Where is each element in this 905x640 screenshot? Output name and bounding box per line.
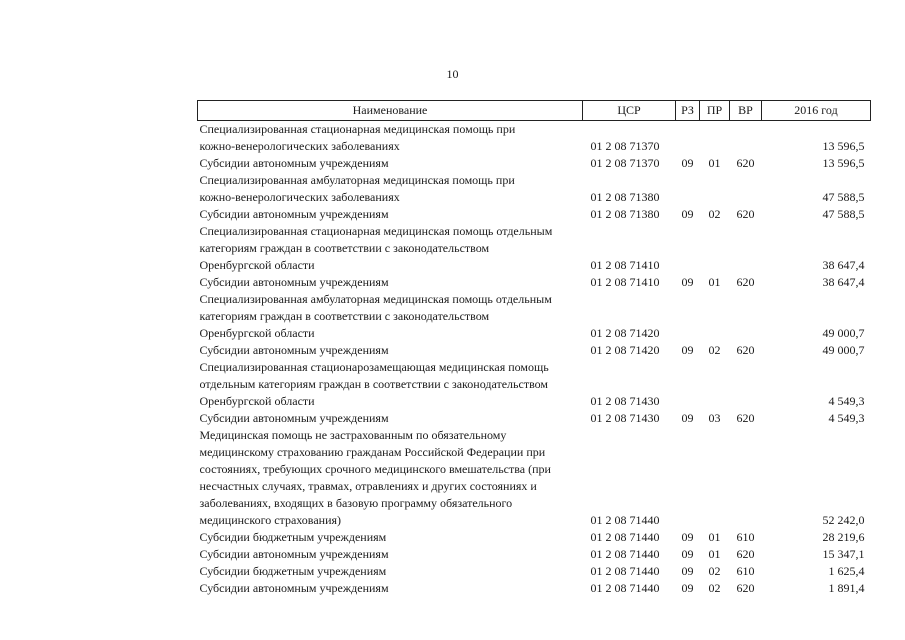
name-cell: Субсидии автономным учреждениям [199,547,389,561]
page-number: 10 [446,67,459,81]
pr-cell [700,359,730,410]
table-row [198,155,871,172]
vr-cell: 620 [736,343,755,357]
rz-cell [676,359,700,410]
name-cell: Субсидии бюджетным учреждениям [199,564,387,578]
budget-table [197,100,871,597]
pr-cell [700,223,730,274]
table-body [198,121,871,598]
rz-cell [676,172,700,206]
vr-cell: 620 [736,547,755,561]
name-cell: Субсидии автономным учреждениям [199,156,389,170]
rz-cell [676,291,700,342]
name-cell: Субсидии бюджетным учреждениям [199,530,387,544]
csr-cell: 01 2 08 71440 [590,513,660,527]
csr-cell: 01 2 08 71440 [590,564,660,578]
csr-cell: 01 2 08 71370 [590,139,660,153]
vr-cell [730,427,762,529]
pr-cell: 02 [708,207,721,221]
table-row [198,580,871,597]
header-vr: ВР [730,101,762,121]
vr-cell [730,291,762,342]
table-row [198,427,871,529]
rz-cell: 09 [681,411,694,425]
rz-cell: 09 [681,530,694,544]
vr-cell: 620 [736,581,755,595]
csr-cell: 01 2 08 71440 [590,530,660,544]
amount-cell: 13 596,5 [822,139,865,153]
amount-cell: 49 000,7 [822,343,865,357]
pr-cell [700,427,730,529]
rz-cell [676,121,700,156]
csr-cell: 01 2 08 71380 [590,190,660,204]
amount-cell: 47 588,5 [822,207,865,221]
csr-cell: 01 2 08 71440 [590,547,660,561]
amount-cell: 15 347,1 [822,547,865,561]
name-cell: Специализированная амбулаторная медицинская помощь при кожно-венерологических заболеваниях [199,173,515,204]
csr-cell: 01 2 08 71440 [590,581,660,595]
table-row [198,206,871,223]
vr-cell: 620 [736,156,755,170]
pr-cell: 01 [708,530,721,544]
table-row [198,563,871,580]
vr-cell [730,223,762,274]
table-header [198,101,871,121]
rz-cell: 09 [681,275,694,289]
csr-cell: 01 2 08 71380 [590,207,660,221]
header-rz: РЗ [676,101,700,121]
name-cell: Субсидии автономным учреждениям [199,411,389,425]
csr-cell: 01 2 08 71410 [590,275,660,289]
table-row [198,121,871,156]
table-row [198,223,871,274]
pr-cell: 02 [708,581,721,595]
csr-cell: 01 2 08 71420 [590,326,660,340]
csr-cell: 01 2 08 71430 [590,411,660,425]
header-csr: ЦСР [583,101,676,121]
name-cell: Субсидии автономным учреждениям [199,343,389,357]
rz-cell: 09 [681,207,694,221]
name-cell: Специализированная стационарная медицинская помощь при кожно-венерологических заболеваниях [199,122,516,153]
pr-cell: 02 [708,343,721,357]
rz-cell: 09 [681,156,694,170]
amount-cell: 28 219,6 [822,530,865,544]
vr-cell: 610 [736,530,755,544]
name-cell: Специализированная стационарозамещающая медицинская помощь отдельным категориям граждан в соответствии с законодательством Оренбургской области [199,360,549,408]
amount-cell: 4 549,3 [828,394,865,408]
amount-cell: 38 647,4 [822,275,865,289]
vr-cell: 620 [736,411,755,425]
rz-cell: 09 [681,343,694,357]
table-row [198,359,871,410]
rz-cell: 09 [681,581,694,595]
vr-cell [730,359,762,410]
rz-cell: 09 [681,547,694,561]
amount-cell: 52 242,0 [822,513,865,527]
table-row [198,342,871,359]
pr-cell [700,121,730,156]
csr-cell: 01 2 08 71370 [590,156,660,170]
rz-cell: 09 [681,564,694,578]
header-pr: ПР [700,101,730,121]
table-row [198,410,871,427]
amount-cell: 1 891,4 [828,581,865,595]
name-cell: Субсидии автономным учреждениям [199,207,389,221]
vr-cell [730,172,762,206]
pr-cell: 03 [708,411,721,425]
header-year: 2016 год [762,101,871,121]
pr-cell: 01 [708,275,721,289]
pr-cell: 02 [708,564,721,578]
vr-cell: 620 [736,207,755,221]
csr-cell: 01 2 08 71430 [590,394,660,408]
amount-cell: 47 588,5 [822,190,865,204]
vr-cell [730,121,762,156]
pr-cell: 01 [708,156,721,170]
amount-cell: 13 596,5 [822,156,865,170]
name-cell: Субсидии автономным учреждениям [199,275,389,289]
vr-cell: 620 [736,275,755,289]
amount-cell: 1 625,4 [828,564,865,578]
header-name: Наименование [198,101,583,121]
amount-cell: 4 549,3 [828,411,865,425]
csr-cell: 01 2 08 71410 [590,258,660,272]
rz-cell [676,427,700,529]
vr-cell: 610 [736,564,755,578]
table-row [198,546,871,563]
pr-cell [700,172,730,206]
rz-cell [676,223,700,274]
pr-cell: 01 [708,547,721,561]
csr-cell: 01 2 08 71420 [590,343,660,357]
table-row [198,529,871,546]
amount-cell: 38 647,4 [822,258,865,272]
name-cell: Специализированная амбулаторная медицинская помощь отдельным категориям граждан в соответствии с законодательством Оренбургской области [199,292,552,340]
table-row [198,291,871,342]
name-cell: Медицинская помощь не застрахованным по обязательному медицинскому страхованию гражданам Российской Федерации при состояниях, требующих срочного медицинского вмешательства (при несчастных случаях, травмах, отравлениях и других состояниях и заболеваниях, входящих в базовую программу обязательного медицинского страхования) [199,428,551,527]
table-row [198,274,871,291]
amount-cell: 49 000,7 [822,326,865,340]
name-cell: Специализированная стационарная медицинская помощь отдельным категориям граждан в соответствии с законодательством Оренбургской области [199,224,553,272]
table-row [198,172,871,206]
pr-cell [700,291,730,342]
name-cell: Субсидии автономным учреждениям [199,581,389,595]
